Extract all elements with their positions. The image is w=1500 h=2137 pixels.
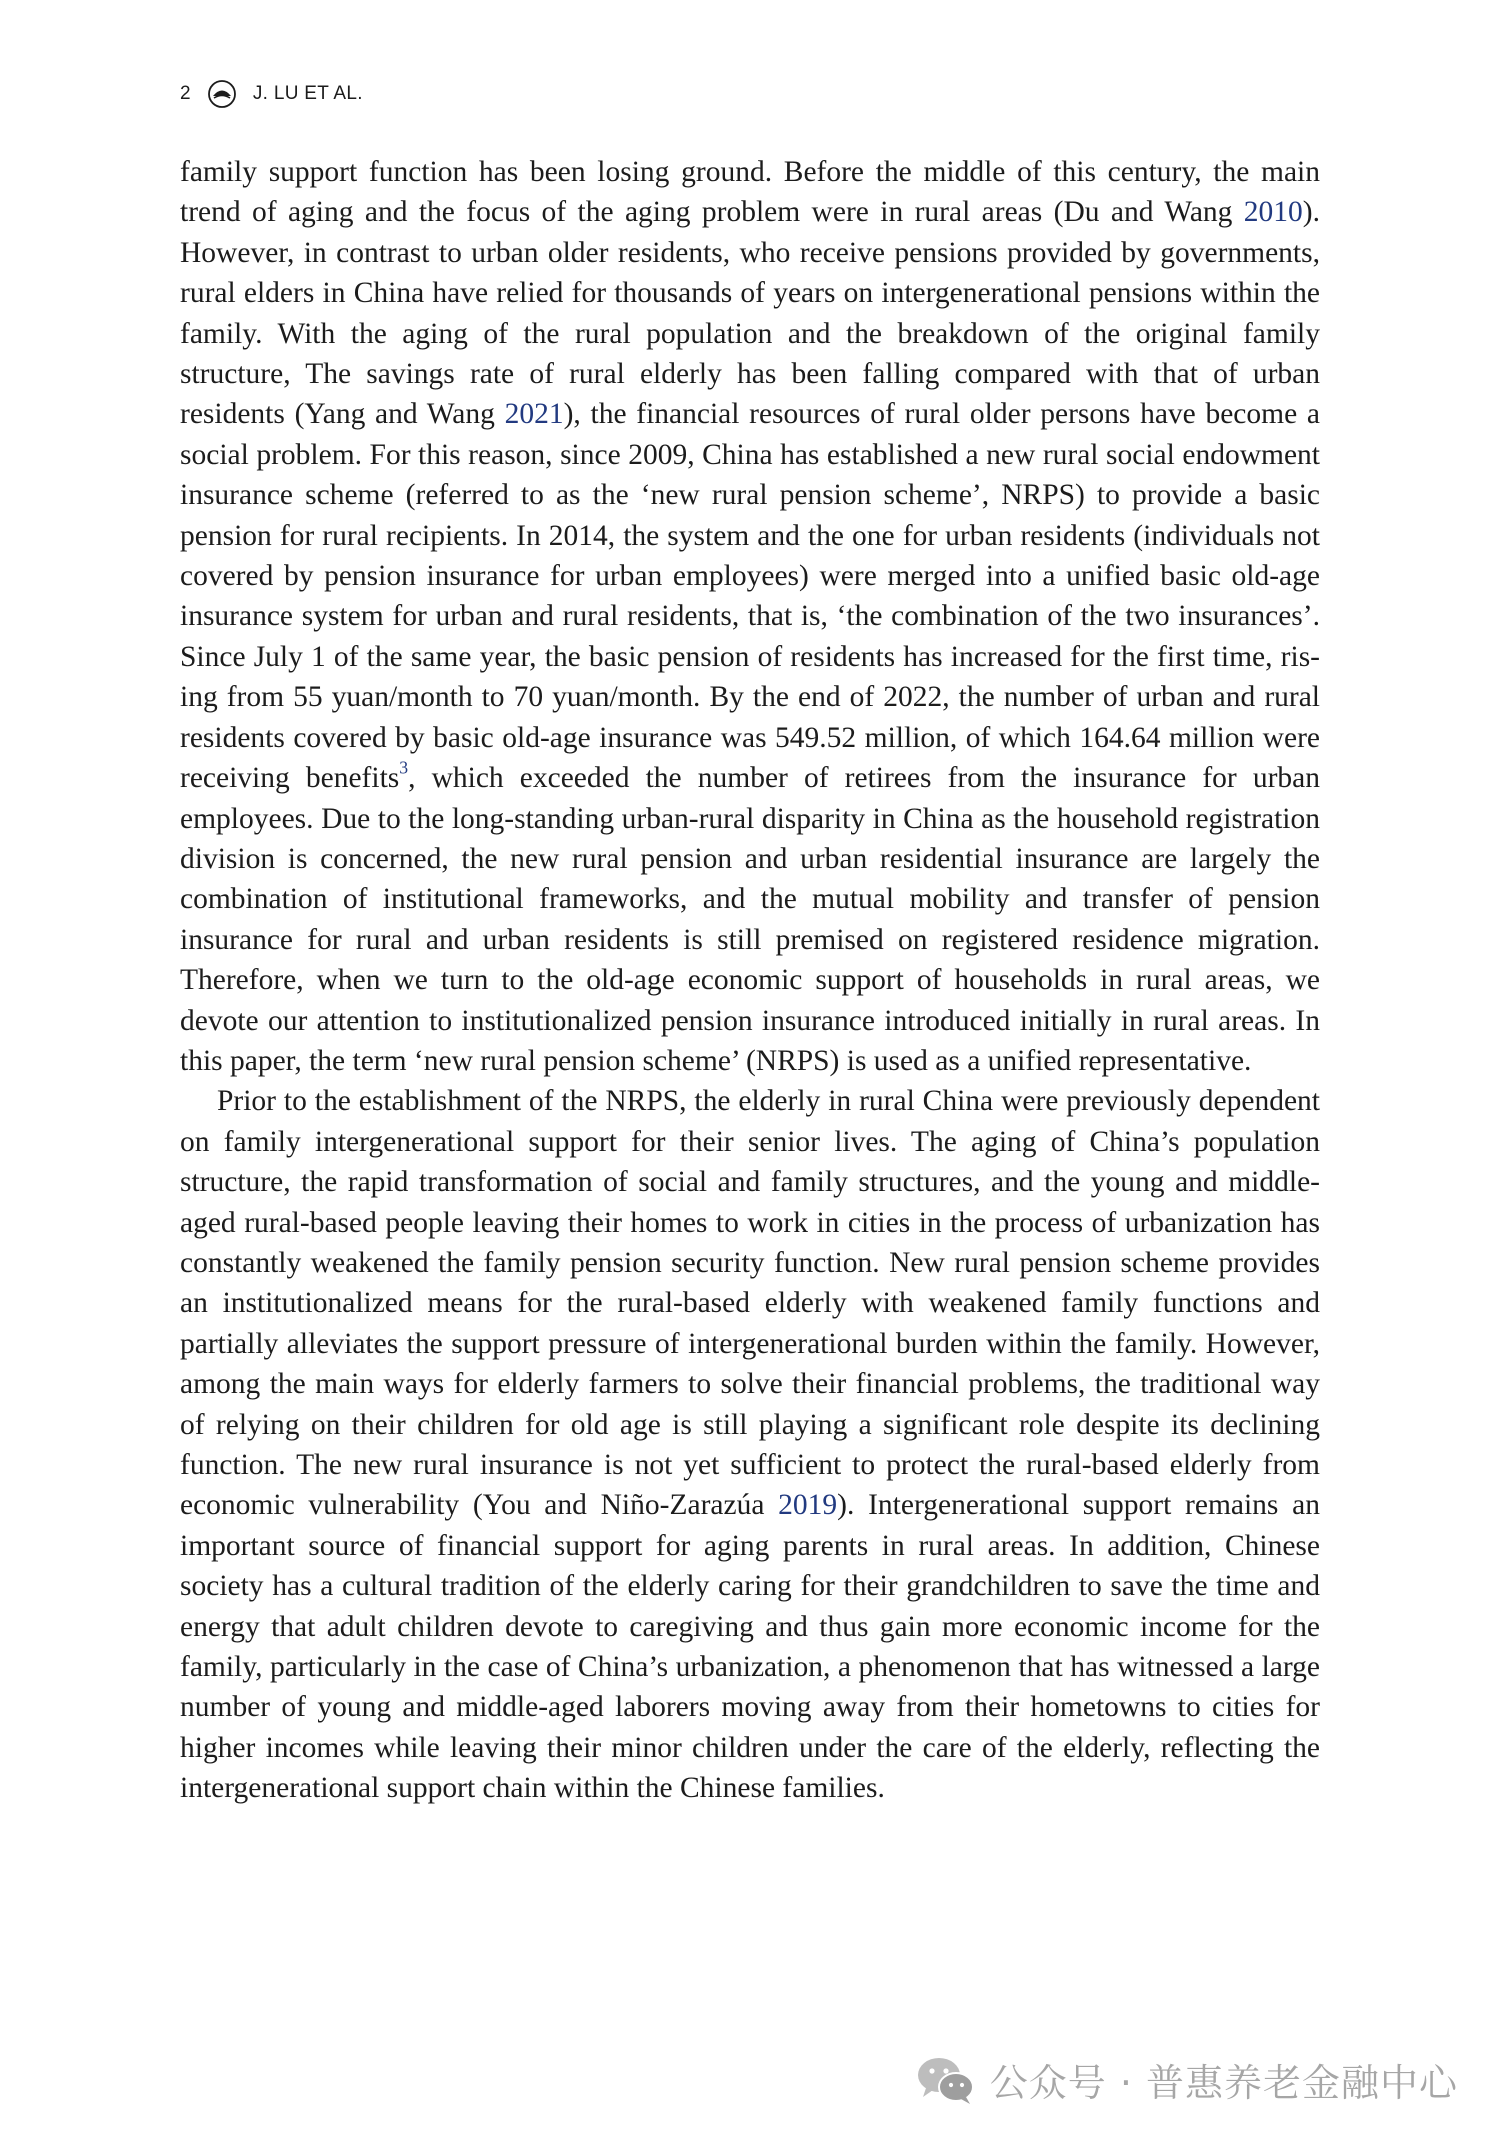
paragraph-1 bbox=[180, 152, 1320, 1081]
running-head bbox=[180, 78, 363, 110]
citation-du-wang-2010[interactable]: 2010 bbox=[1243, 196, 1303, 229]
paragraph-2 bbox=[180, 1081, 1320, 1808]
paragraph-1-text-3: ), the financial resources of rural older persons have become a social problem. For this reason, since 2009, China has established a new rural social endowment insurance scheme (referred to as the ‘new rural pension scheme’, NRPS) to provide a basic pension for rural recipients. In 2014, the system and the one for urban residents (individuals not covered by pension insurance for urban employees) were merged into a unified basic old-age insurance system for urban and rural residents, that is, ‘the combination of the two insurances’. Since July 1 of the same year, the basic pension of residents has increased for the first time, rising from 55 yuan/month to 70 yuan/month. By the end of 2022, the number of urban and rural residents covered by basic old-age insurance was 549.52 million, of which 164.64 million were receiving benefits bbox=[180, 398, 1320, 795]
paragraph-1-text-4: , which exceeded the number of retirees from the insurance for urban employees. Due to the long-standing urban-rural disparity in China as the household registration division is concerned, the new rural pension and urban residential insurance are largely the combination of institutional frameworks, and the mutual mobility and transfer of pension insurance for rural and urban residents is still premised on registered residence migration. Therefore, when we turn to the old-age economic support of households in rural areas, we devote our attention to institutionalized pension insurance introduced initially in rural areas. In this paper, the term ‘new rural pension scheme’ (NRPS) is used as a unified representative. bbox=[180, 762, 1320, 1077]
citation-yang-wang-2021[interactable]: 2021 bbox=[504, 398, 564, 431]
body-text bbox=[180, 152, 1320, 1809]
paragraph-1-text-1: family support function has been losing ground. Before the middle of this century, the main trend of aging and the focus of the aging problem were in rural areas (Du and Wang bbox=[180, 156, 1320, 229]
paragraph-1-text-2: ). However, in contrast to urban older residents, who receive pensions provided by governments, rural elders in China have relied for thousands of years on intergenerational pensions within the family. With the aging of the rural population and the breakdown of the original family structure, The savings rate of rural elderly has been falling compared with that of urban residents (Yang and Wang bbox=[180, 196, 1320, 431]
paragraph-2-text-2: ). Intergenerational support remains an important source of financial support for aging parents in rural areas. In addition, Chinese society has a cultural tradition of the elderly caring for their grandchildren to save the time and energy that adult children devote to caregiving and thus gain more economic income for the family, particularly in the case of China’s urbanization, a phenomenon that has witnessed a large number of young and middle-aged laborers moving away from their hometowns to cities for higher incomes while leaving their minor children under the care of the elderly, reflecting the intergenerational support chain within the Chinese families. bbox=[180, 1489, 1320, 1805]
watermark bbox=[916, 2052, 1458, 2107]
paragraph-2-text-1: Prior to the establishment of the NRPS, the elderly in rural China were previously dependent on family intergenerational support for their senior lives. The aging of China’s population structure, the rapid transformation of social and family structures, and the young and middle-aged rural-based people leaving their homes to work in cities in the process of urbanization has constantly weakened the family pension security function. New rural pension scheme provides an institutionalized means for the rural-based elderly with weakened family functions and partially alleviates the support pressure of intergenerational burden within the family. However, among the main ways for elderly farmers to solve their financial problems, the traditional way of relying on their children for old age is still playing a significant role despite its declining function. The new rural insurance is not yet sufficient to protect the rural-based elderly from economic vulnerability (You and Niño-Zarazúa bbox=[180, 1085, 1320, 1522]
publisher-logo-icon bbox=[207, 79, 237, 109]
watermark-text: 公众号 · 普惠养老金融中心 bbox=[989, 2061, 1458, 2105]
page-number: 2 bbox=[180, 83, 191, 104]
running-head-authors: J. LU ET AL. bbox=[252, 83, 363, 104]
wechat-icon bbox=[916, 2054, 976, 2106]
citation-you-nino-zarazua-2019[interactable]: 2019 bbox=[778, 1489, 838, 1522]
footnote-marker-3[interactable]: 3 bbox=[399, 757, 409, 778]
